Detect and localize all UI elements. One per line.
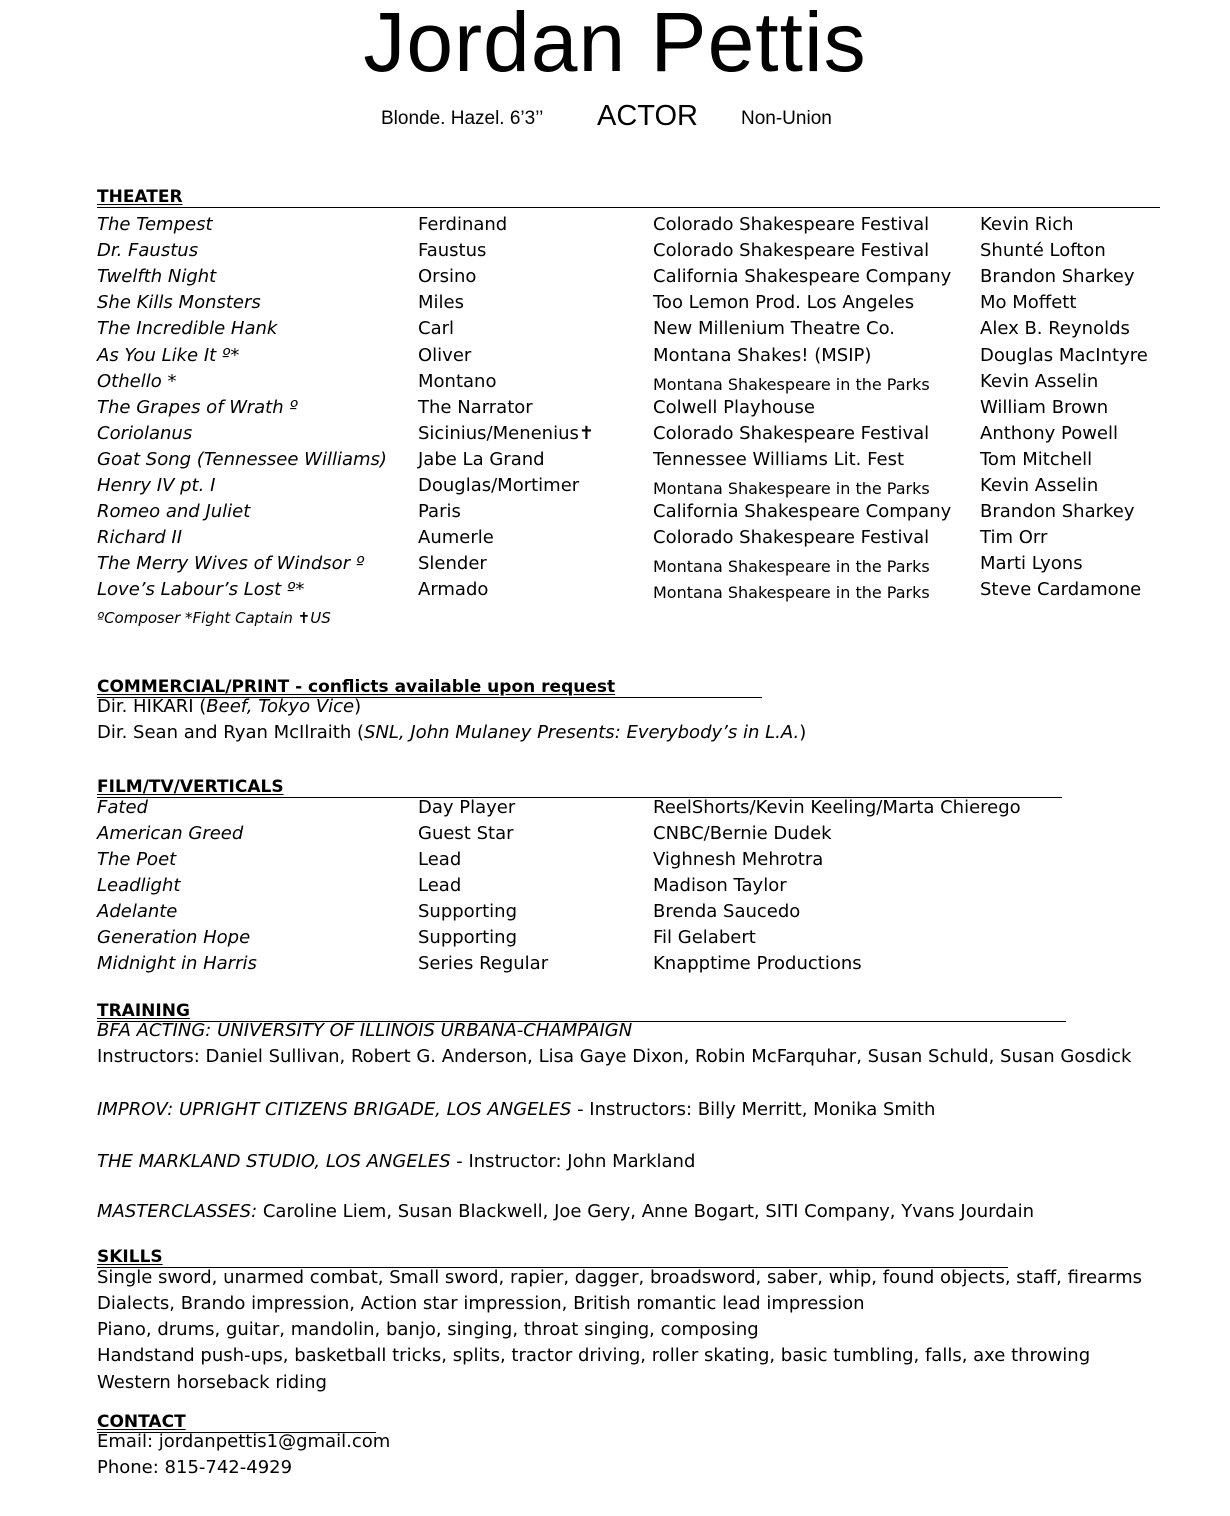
film-title: Leadlight	[97, 875, 181, 896]
film-credit: Brenda Saucedo	[653, 901, 801, 922]
film-role: Series Regular	[418, 953, 549, 974]
skills-line: Dialects, Brando impression, Action star impression, British romantic lead impression	[97, 1293, 865, 1314]
theater-show: The Grapes of Wrath º	[97, 396, 298, 418]
theater-company: Too Lemon Prod. Los Angeles	[653, 292, 915, 314]
film-row	[0, 900, 1230, 926]
film-credit: CNBC/Bernie Dudek	[653, 823, 832, 844]
theater-row	[0, 552, 1230, 578]
theater-company: Montana Shakespeare in the Parks	[653, 374, 930, 394]
theater-company: Montana Shakespeare in the Parks	[653, 557, 930, 577]
theater-row	[0, 370, 1230, 396]
theater-director: Kevin Asselin	[980, 370, 1099, 392]
theater-role: Jabe La Grand	[418, 448, 545, 470]
film-role: Guest Star	[418, 823, 514, 844]
film-credit: Knapptime Productions	[653, 953, 862, 974]
theater-director: Brandon Sharkey	[980, 501, 1135, 523]
theater-row	[0, 344, 1230, 370]
training-bfa: BFA ACTING: UNIVERSITY OF ILLINOIS URBANA-CHAMPAIGN	[97, 1020, 633, 1041]
film-credit: Madison Taylor	[653, 875, 787, 896]
theater-show: The Tempest	[97, 214, 213, 235]
theater-company: California Shakespeare Company	[653, 501, 952, 523]
theater-show: The Incredible Hank	[97, 318, 278, 340]
film-row	[0, 926, 1230, 952]
theater-role: Armado	[418, 579, 489, 601]
theater-director: Kevin Asselin	[980, 475, 1099, 496]
training-masterclasses: MASTERCLASSES: Caroline Liem, Susan Blackwell, Joe Gery, Anne Bogart, SITI Company, Yvans Jourdain	[97, 1201, 1035, 1222]
film-title: Midnight in Harris	[97, 953, 257, 974]
theater-company: Montana Shakespeare in the Parks	[653, 479, 930, 498]
theater-row	[0, 500, 1230, 526]
training-markland: THE MARKLAND STUDIO, LOS ANGELES - Instructor: John Markland	[97, 1151, 696, 1172]
film-role: Lead	[418, 849, 462, 870]
commercial-line: Dir. Sean and Ryan McIlraith (SNL, John Mulaney Presents: Everybody’s in L.A.)	[97, 722, 807, 743]
theater-director: Steve Cardamone	[980, 579, 1142, 601]
theater-show: Dr. Faustus	[97, 240, 199, 262]
film-credit: ReelShorts/Kevin Keeling/Marta Chierego	[653, 797, 1021, 818]
theater-show: Goat Song (Tennessee Williams)	[97, 448, 387, 470]
skills-line: Single sword, unarmed combat, Small sword, rapier, dagger, broadsword, saber, whip, found objects, staff, firearms	[97, 1267, 1143, 1288]
film-heading: FILM/TV/VERTICALS	[97, 777, 1062, 798]
profession-title: ACTOR	[597, 100, 698, 132]
theater-show: Romeo and Juliet	[97, 501, 251, 523]
theater-director: Tim Orr	[980, 527, 1048, 549]
theater-row	[0, 239, 1230, 265]
theater-show: Twelfth Night	[97, 266, 217, 288]
theater-company: Colorado Shakespeare Festival	[653, 422, 930, 444]
theater-role: Paris	[418, 501, 461, 523]
theater-role: The Narrator	[418, 396, 533, 418]
film-title: Fated	[97, 797, 148, 818]
film-credit: Vighnesh Mehrotra	[653, 849, 824, 870]
contact-email: Email: jordanpettis1@gmail.com	[97, 1431, 391, 1452]
theater-row	[0, 265, 1230, 291]
actor-name: Jordan Pettis	[363, 0, 867, 89]
theater-company: Montana Shakespeare in the Parks	[653, 583, 930, 603]
skills-line: Western horseback riding	[97, 1372, 327, 1393]
theater-director: Mo Moffett	[980, 292, 1077, 314]
film-row	[0, 874, 1230, 900]
theater-row	[0, 526, 1230, 552]
contact-phone: Phone: 815-742-4929	[97, 1457, 293, 1478]
theater-show: Henry IV pt. I	[97, 475, 216, 496]
theater-company: Colorado Shakespeare Festival	[653, 527, 930, 549]
theater-row	[0, 448, 1230, 474]
theater-director: William Brown	[980, 396, 1109, 418]
film-row	[0, 822, 1230, 848]
theater-director: Brandon Sharkey	[980, 266, 1135, 288]
film-role: Supporting	[418, 901, 517, 922]
film-credit: Fil Gelabert	[653, 927, 756, 948]
theater-company: Colwell Playhouse	[653, 396, 815, 418]
theater-director: Marti Lyons	[980, 553, 1083, 575]
film-title: The Poet	[97, 849, 177, 870]
theater-role: Douglas/Mortimer	[418, 475, 580, 496]
theater-company: Colorado Shakespeare Festival	[653, 214, 930, 235]
theater-row	[0, 422, 1230, 448]
theater-company: Montana Shakes! (MSIP)	[653, 344, 872, 366]
physical-stats: Blonde. Hazel. 6’3’’	[381, 108, 544, 129]
theater-role: Ferdinand	[418, 214, 508, 235]
theater-role: Aumerle	[418, 527, 494, 549]
theater-show: Coriolanus	[97, 422, 193, 444]
theater-row	[0, 291, 1230, 317]
theater-row	[0, 578, 1230, 604]
theater-director: Tom Mitchell	[980, 448, 1093, 470]
film-row	[0, 796, 1230, 822]
theater-role: Carl	[418, 318, 454, 340]
theater-role: Faustus	[418, 240, 487, 262]
theater-role: Slender	[418, 553, 487, 575]
film-role: Day Player	[418, 797, 516, 818]
theater-role: Montano	[418, 370, 497, 392]
commercial-heading: COMMERCIAL/PRINT - conflicts available upon request	[97, 677, 762, 698]
theater-heading: THEATER	[97, 187, 1160, 208]
theater-show: As You Like It º*	[97, 344, 240, 366]
theater-show: Othello *	[97, 370, 177, 392]
film-title: Adelante	[97, 901, 178, 922]
film-title: American Greed	[97, 823, 244, 844]
training-heading: TRAINING	[97, 1001, 1066, 1022]
film-role: Lead	[418, 875, 462, 896]
theater-role: Orsino	[418, 266, 477, 288]
theater-role: Oliver	[418, 344, 472, 366]
theater-director: Anthony Powell	[980, 422, 1119, 444]
theater-company: Colorado Shakespeare Festival	[653, 240, 930, 262]
theater-show: Love’s Labour’s Lost º*	[97, 579, 305, 601]
theater-row	[0, 213, 1230, 239]
skills-heading: SKILLS	[97, 1247, 1008, 1268]
theater-director: Douglas MacIntyre	[980, 344, 1148, 366]
theater-role: Miles	[418, 292, 464, 314]
theater-company: California Shakespeare Company	[653, 266, 952, 288]
film-row	[0, 952, 1230, 978]
commercial-line: Dir. HIKARI (Beef, Tokyo Vice)	[97, 696, 362, 717]
contact-heading: CONTACT	[97, 1412, 376, 1433]
theater-row	[0, 474, 1230, 500]
film-title: Generation Hope	[97, 927, 251, 948]
theater-director: Alex B. Reynolds	[980, 318, 1130, 340]
film-row	[0, 848, 1230, 874]
theater-show: She Kills Monsters	[97, 292, 261, 314]
theater-row	[0, 317, 1230, 343]
skills-line: Piano, drums, guitar, mandolin, banjo, singing, throat singing, composing	[97, 1319, 759, 1340]
theater-company: New Millenium Theatre Co.	[653, 318, 896, 340]
theater-show: Richard II	[97, 527, 183, 549]
skills-line: Handstand push-ups, basketball tricks, splits, tractor driving, roller skating, basic tumbling, falls, axe throwing	[97, 1345, 1091, 1366]
theater-company: Tennessee Williams Lit. Fest	[653, 448, 905, 470]
theater-role: Sicinius/Menenius✝	[418, 422, 594, 444]
theater-director: Kevin Rich	[980, 214, 1074, 235]
theater-legend: ºComposer *Fight Captain ✝US	[97, 609, 331, 627]
theater-row	[0, 396, 1230, 422]
theater-show: The Merry Wives of Windsor º	[97, 553, 365, 575]
training-improv: IMPROV: UPRIGHT CITIZENS BRIGADE, LOS ANGELES - Instructors: Billy Merritt, Monika Smith	[97, 1099, 936, 1120]
union-status: Non-Union	[741, 108, 832, 129]
film-role: Supporting	[418, 927, 517, 948]
theater-director: Shunté Lofton	[980, 240, 1106, 262]
training-bfa-instructors: Instructors: Daniel Sullivan, Robert G. Anderson, Lisa Gaye Dixon, Robin McFarquhar, Susan Schuld, Susan Gosdick	[97, 1046, 1132, 1067]
